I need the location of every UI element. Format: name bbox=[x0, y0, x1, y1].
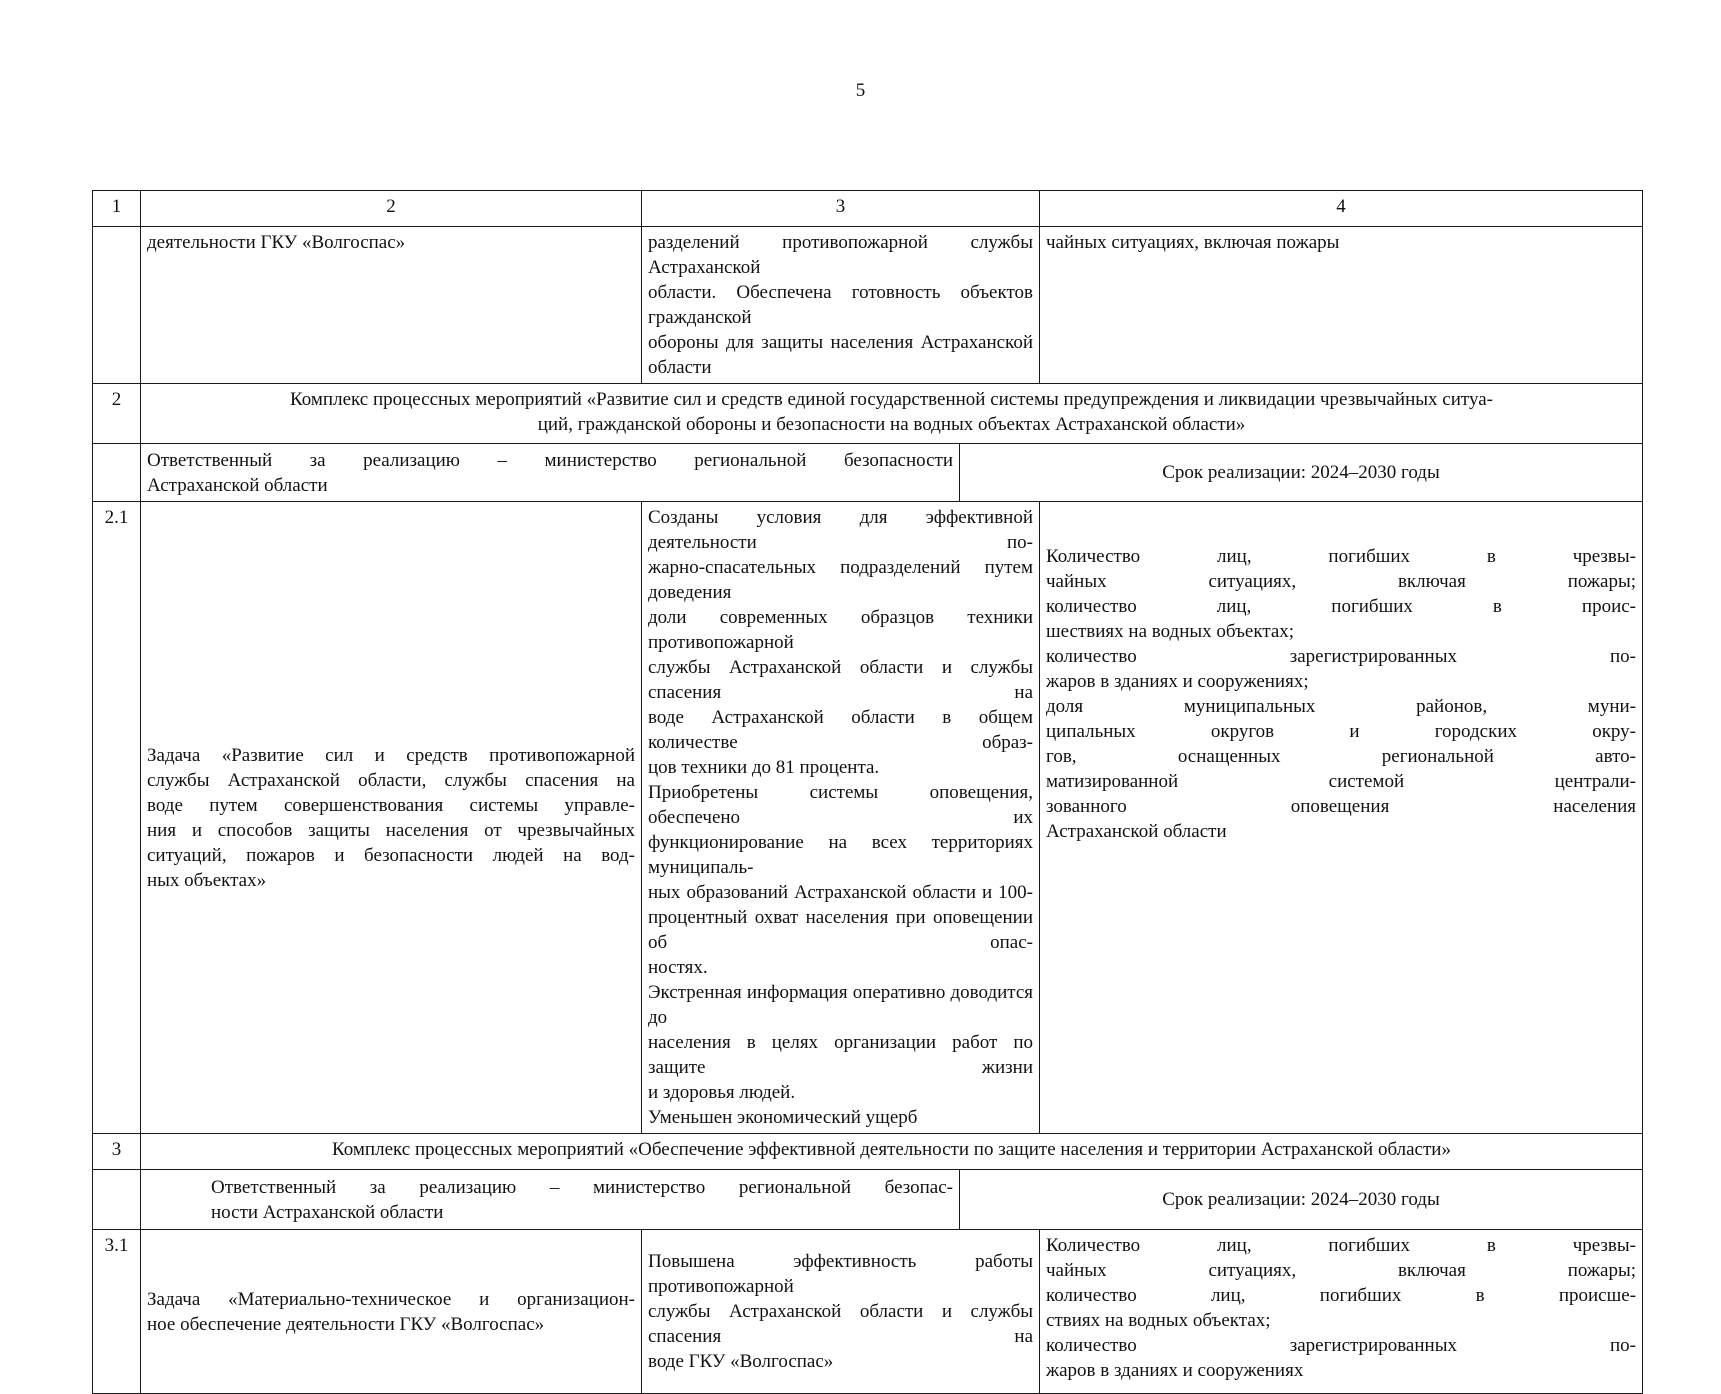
continuation-indicators: чайных ситуациях, включая пожары bbox=[1040, 227, 1643, 384]
page-number: 5 bbox=[855, 80, 866, 101]
continuation-task: деятельности ГКУ «Волгоспас» bbox=[141, 227, 642, 384]
row-2-1-indicators-line: чайных ситуациях, включая пожары; bbox=[1046, 571, 1636, 592]
row-2-1-results-line: ностях. bbox=[648, 957, 708, 978]
measures-table bbox=[92, 190, 1643, 1394]
row-2-1-results-line: Экстренная информация оперативно доводится до bbox=[648, 982, 1033, 1028]
row-2-1-indicators-line: зованного оповещения населения bbox=[1046, 796, 1636, 817]
row-2-1-number: 2.1 bbox=[93, 502, 141, 1134]
section-3-responsible-line: Ответственный за реализацию – министерство региональной безопас- bbox=[211, 1176, 953, 1198]
row-2-1-results-line: цов техники до 81 процента. bbox=[648, 757, 880, 778]
row-2-1-results-line: населения в целях организации работ по защите жизни bbox=[648, 1032, 1033, 1078]
section-3-responsible-line: ности Астраханской области bbox=[211, 1201, 444, 1223]
row-2-1-task-line: ситуаций, пожаров и безопасности людей на вод- bbox=[147, 844, 635, 866]
row-2-1-task bbox=[141, 502, 642, 1134]
row-3-1-number: 3.1 bbox=[93, 1230, 141, 1394]
section-2-title bbox=[141, 384, 1643, 444]
continuation-results-line: области. Обеспечена готовность объектов гражданской bbox=[648, 282, 1033, 328]
row-2-1-indicators-line: жаров в зданиях и сооружениях; bbox=[1046, 671, 1309, 692]
row-2-1 bbox=[93, 502, 1643, 1134]
row-2-1-results-line: Уменьшен экономический ущерб bbox=[648, 1107, 918, 1128]
row-2-1-indicators-line: матизированной системой централи- bbox=[1046, 771, 1636, 792]
row-2-1-indicators-line: ципальных округов и городских окру- bbox=[1046, 721, 1636, 742]
row-3-1-indicators-line: количество лиц, погибших в происше- bbox=[1046, 1285, 1636, 1306]
row-3-1-task-line: Задача «Материально-техническое и организацион- bbox=[147, 1288, 635, 1310]
row-2-1-indicators-line: шествиях на водных объектах; bbox=[1046, 621, 1295, 642]
row-3-1-task-line: ное обеспечение деятельности ГКУ «Волгоспас» bbox=[147, 1313, 545, 1335]
row-2-1-indicators-line: доля муниципальных районов, муни- bbox=[1046, 696, 1636, 717]
row-2-1-task-line: Задача «Развитие сил и средств противопожарной bbox=[147, 744, 635, 766]
section-2-row bbox=[93, 384, 1643, 444]
header-col-2: 2 bbox=[141, 191, 642, 227]
row-3-1-indicators bbox=[1040, 1230, 1643, 1394]
section-3-number: 3 bbox=[93, 1134, 141, 1170]
section-2-meta-num-cell bbox=[93, 444, 141, 502]
row-2-1-indicators-line: количество зарегистрированных по- bbox=[1046, 646, 1636, 667]
row-2-1-task-line: ния и способов защиты населения от чрезвычайных bbox=[147, 819, 635, 841]
row-2-1-results-line: воде Астраханской области в общем количестве образ- bbox=[648, 707, 1033, 753]
row-2-1-results-line: и здоровья людей. bbox=[648, 1082, 796, 1103]
row-2-1-results-line: процентный охват населения при оповещении об опас- bbox=[648, 907, 1033, 953]
row-2-1-results-line: жарно-спасательных подразделений путем доведения bbox=[648, 557, 1033, 603]
section-2-responsible-line: Астраханской области bbox=[147, 474, 328, 496]
header-col-3: 3 bbox=[642, 191, 1040, 227]
row-2-1-results-line: Приобретены системы оповещения, обеспечено их bbox=[648, 782, 1033, 828]
section-2-title-line: ций, гражданской обороны и безопасности на водных объектах Астраханской области» bbox=[537, 414, 1246, 435]
row-2-1-task-line: службы Астраханской области, службы спасения на bbox=[147, 769, 635, 791]
header-col-4: 4 bbox=[1040, 191, 1643, 227]
row-2-1-results-line: Созданы условия для эффективной деятельности по- bbox=[648, 507, 1033, 553]
row-2-1-indicators-line: Количество лиц, погибших в чрезвы- bbox=[1046, 546, 1636, 567]
row-2-1-task-line: воде путем совершенствования системы управле- bbox=[147, 794, 635, 816]
row-3-1-results-line: службы Астраханской области и службы спасения на bbox=[648, 1301, 1033, 1347]
continuation-results bbox=[642, 227, 1040, 384]
row-3-1-results bbox=[642, 1230, 1040, 1394]
row-2-1-indicators-line: гов, оснащенных региональной авто- bbox=[1046, 746, 1636, 767]
continuation-results-line: обороны для защиты населения Астраханской области bbox=[648, 332, 1033, 378]
row-2-1-results-line: ных образований Астраханской области и 100- bbox=[648, 882, 1033, 903]
section-2-responsible-line: Ответственный за реализацию – министерство региональной безопасности bbox=[147, 449, 953, 471]
header-col-1: 1 bbox=[93, 191, 141, 227]
row-3-1-indicators-line: жаров в зданиях и сооружениях bbox=[1046, 1360, 1304, 1381]
row-2-1-indicators bbox=[1040, 502, 1643, 1134]
row-3-1-indicators-line: ствиях на водных объектах; bbox=[1046, 1310, 1271, 1331]
section-2-number: 2 bbox=[93, 384, 141, 444]
section-2-title-line: Комплекс процессных мероприятий «Развитие сил и средств единой государственной системы предупреждения и ликвидации чрезвычайных ситуа- bbox=[290, 389, 1493, 410]
row-3-1 bbox=[93, 1230, 1643, 1394]
continuation-num-cell bbox=[93, 227, 141, 384]
row-3-1-indicators-line: Количество лиц, погибших в чрезвы- bbox=[1046, 1235, 1636, 1256]
continuation-row bbox=[93, 227, 1643, 384]
row-2-1-results-line: доли современных образцов техники противопожарной bbox=[648, 607, 1033, 653]
section-3-row bbox=[93, 1134, 1643, 1170]
section-2-meta-row bbox=[93, 444, 1643, 502]
row-2-1-results bbox=[642, 502, 1040, 1134]
row-3-1-indicators-line: чайных ситуациях, включая пожары; bbox=[1046, 1260, 1636, 1281]
continuation-results-line: разделений противопожарной службы Астраханской bbox=[648, 232, 1033, 278]
row-3-1-results-line: воде ГКУ «Волгоспас» bbox=[648, 1351, 834, 1372]
row-2-1-task-line: ных объектах» bbox=[147, 869, 267, 891]
row-3-1-results-line: Повышена эффективность работы противопожарной bbox=[648, 1251, 1033, 1297]
row-2-1-results-line: службы Астраханской области и службы спасения на bbox=[648, 657, 1033, 703]
row-3-1-task bbox=[141, 1230, 642, 1394]
section-3-title: Комплекс процессных мероприятий «Обеспечение эффективной деятельности по защите населения и территории Астраханской области» bbox=[141, 1134, 1643, 1170]
section-2-term: Срок реализации: 2024–2030 годы bbox=[960, 444, 1643, 502]
section-2-responsible bbox=[141, 444, 960, 502]
section-3-term: Срок реализации: 2024–2030 годы bbox=[960, 1170, 1643, 1230]
row-2-1-indicators-line: Астраханской области bbox=[1046, 821, 1227, 842]
row-2-1-indicators-line: количество лиц, погибших в проис- bbox=[1046, 596, 1636, 617]
row-3-1-indicators-line: количество зарегистрированных по- bbox=[1046, 1335, 1636, 1356]
table-header-row bbox=[93, 191, 1643, 227]
row-2-1-results-line: функционирование на всех территориях муниципаль- bbox=[648, 832, 1033, 878]
